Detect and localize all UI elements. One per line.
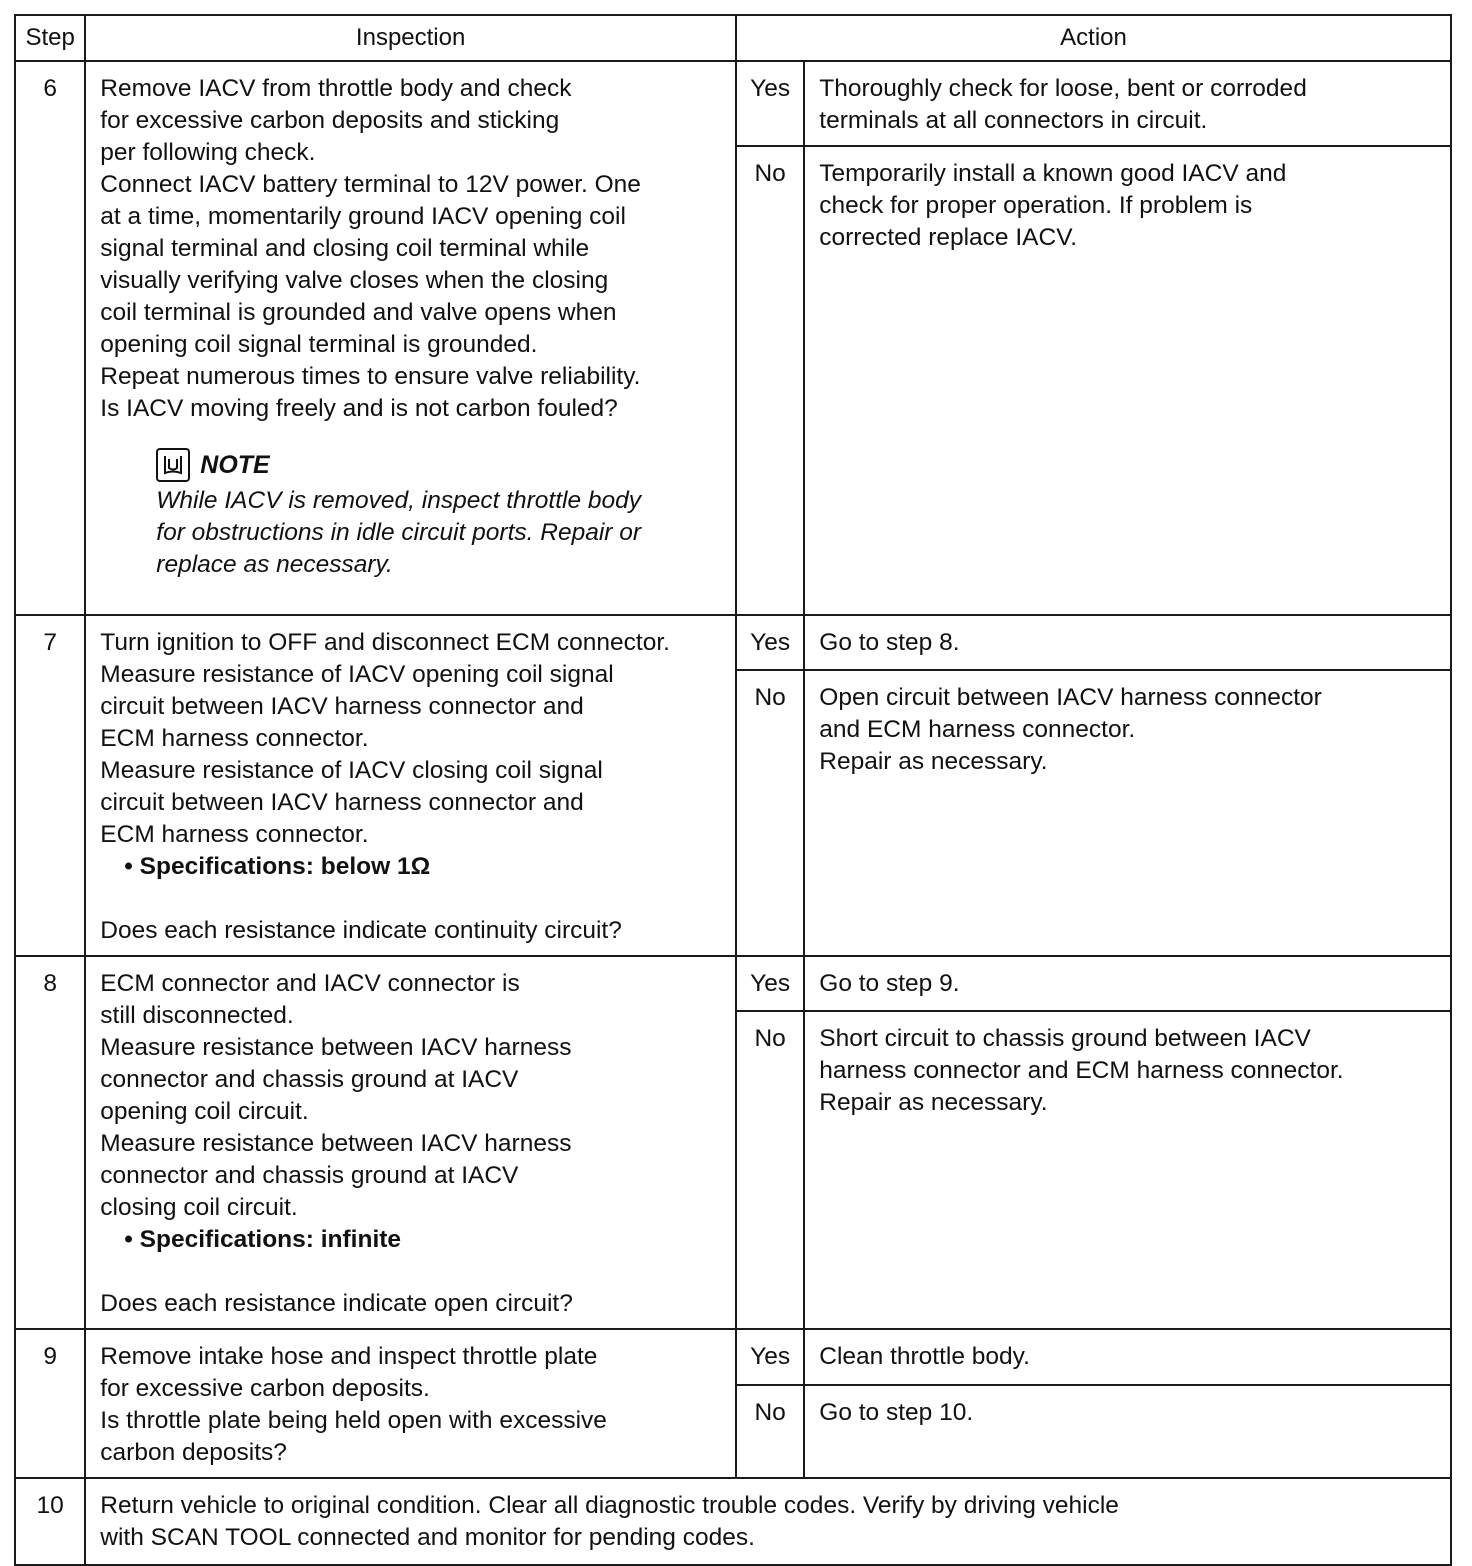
yes-action [804,615,1451,670]
note-header [156,445,721,485]
step-number: 6 [15,61,85,615]
action-line: Repair as necessary. [819,748,1048,776]
inspection-line: ECM harness connector. [100,725,369,752]
step-number: 9 [15,1329,85,1478]
inspection-line: Is IACV moving freely and is not carbon fouled? [100,395,618,422]
inspection-line: opening coil circuit. [100,1098,309,1125]
yes-action [804,956,1451,1011]
inspection-line: Repeat numerous times to ensure valve reliability. [100,363,641,390]
inspection-line: signal terminal and closing coil terminal while [100,235,590,262]
action-line: Short circuit to chassis ground between IACV [819,1024,1311,1052]
step-6-inspection [85,61,736,615]
step-9-yes-row [15,1329,1451,1385]
yes-action [804,1329,1451,1385]
inspection-line: Measure resistance between IACV harness [100,1130,572,1157]
inspection-line: for excessive carbon deposits. [100,1375,430,1402]
action-line: check for proper operation. If problem is [819,192,1253,219]
note-line: While IACV is removed, inspect throttle body [156,487,642,514]
step-number: 10 [15,1478,85,1565]
no-label: No [736,670,804,956]
no-action [804,1011,1451,1329]
note-body [156,485,721,581]
step-6-yes-row [15,61,1451,146]
inspection-line: Measure resistance of IACV closing coil signal [100,757,603,784]
inspection-line: Remove IACV from throttle body and check [100,75,572,102]
action-line: Go to step 8. [819,629,960,656]
inspection-line: at a time, momentarily ground IACV opening coil [100,203,626,230]
inspection-line: Remove intake hose and inspect throttle plate [100,1343,598,1370]
step-8-inspection [85,956,736,1329]
step-number: 7 [15,615,85,956]
inspection-question: Does each resistance indicate open circuit? [100,1290,573,1317]
step-7-yes-row [15,615,1451,670]
header-row [15,15,1451,61]
action-line: terminals at all connectors in circuit. [819,107,1208,134]
inspection-line: Connect IACV battery terminal to 12V power. One [100,171,641,198]
inspection-line: ECM connector and IACV connector is [100,970,520,997]
action-line: Go to step 10. [819,1399,974,1427]
step-7-inspection [85,615,736,956]
specification: • Specifications: infinite [124,1226,402,1253]
note-block [156,445,721,581]
no-action [804,670,1451,956]
spacer [100,883,721,915]
inspection-line: circuit between IACV harness connector and [100,693,584,720]
inspection-line: carbon deposits? [100,1439,287,1466]
yes-label: Yes [736,1329,804,1385]
header-inspection: Inspection [85,15,736,61]
step-9-inspection [85,1329,736,1478]
action-line: Temporarily install a known good IACV and [819,160,1287,187]
diagnostic-table [14,14,1452,1566]
note-title: NOTE [200,451,270,479]
action-line: corrected replace IACV. [819,224,1078,251]
inspection-line: connector and chassis ground at IACV [100,1066,519,1093]
no-label: No [736,1011,804,1329]
action-line: Open circuit between IACV harness connector [819,684,1322,712]
action-line: Clean throttle body. [819,1343,1030,1370]
inspection-line: visually verifying valve closes when the closing [100,267,609,294]
inspection-line: circuit between IACV harness connector and [100,789,584,816]
yes-label: Yes [736,615,804,670]
step-8-yes-row [15,956,1451,1011]
note-book-icon [156,448,190,482]
inspection-question: Does each resistance indicate continuity circuit? [100,917,622,944]
spacer [100,1256,721,1288]
inspection-line: still disconnected. [100,1002,294,1029]
header-step: Step [15,15,85,61]
inspection-line: ECM harness connector. [100,821,369,848]
yes-label: Yes [736,61,804,146]
note-line: for obstructions in idle circuit ports. Repair or [156,519,642,546]
no-label: No [736,1385,804,1478]
action-line: Go to step 9. [819,970,960,997]
inspection-line: Measure resistance between IACV harness [100,1034,572,1061]
inspection-line: Measure resistance of IACV opening coil signal [100,661,614,688]
instruction-line: Return vehicle to original condition. Clear all diagnostic trouble codes. Verify by driving vehicle [100,1492,1119,1519]
no-label: No [736,146,804,615]
inspection-line: for excessive carbon deposits and sticking [100,107,560,134]
action-line: and ECM harness connector. [819,716,1136,744]
header-action: Action [736,15,1451,61]
inspection-line: Turn ignition to OFF and disconnect ECM connector. [100,629,670,656]
inspection-line: Is throttle plate being held open with excessive [100,1407,607,1434]
inspection-line: per following check. [100,139,316,166]
yes-action [804,61,1451,146]
diagnostic-table-sheet [14,14,1452,1566]
action-line: harness connector and ECM harness connector. [819,1056,1344,1084]
action-line: Thoroughly check for loose, bent or corroded [819,75,1307,102]
inspection-line: connector and chassis ground at IACV [100,1162,519,1189]
specification: • Specifications: below 1Ω [124,853,431,880]
inspection-line: closing coil circuit. [100,1194,298,1221]
yes-label: Yes [736,956,804,1011]
inspection-line: opening coil signal terminal is grounded. [100,331,538,358]
step-number: 8 [15,956,85,1329]
instruction-line: with SCAN TOOL connected and monitor for pending codes. [100,1524,755,1551]
no-action [804,146,1451,615]
action-line: Repair as necessary. [819,1088,1048,1116]
inspection-line: coil terminal is grounded and valve opens when [100,299,617,326]
no-action [804,1385,1451,1478]
note-line: replace as necessary. [156,551,393,578]
